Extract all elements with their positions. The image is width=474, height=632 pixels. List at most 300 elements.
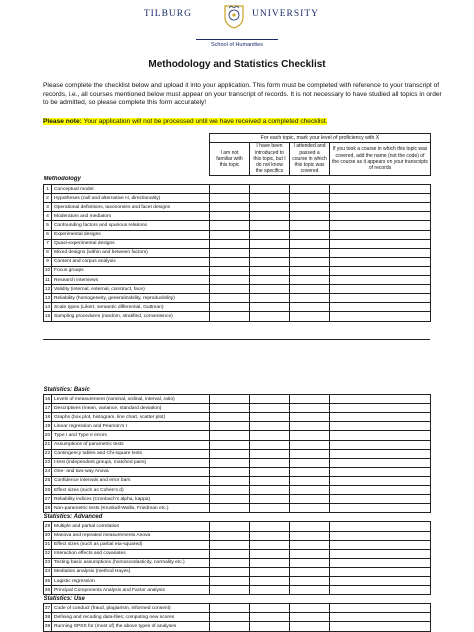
not-familiar-cell[interactable] bbox=[210, 540, 250, 549]
column-header-row bbox=[44, 143, 431, 176]
not-familiar-cell[interactable] bbox=[210, 276, 250, 285]
item-topic: Confidence intervals and error bars bbox=[52, 476, 210, 485]
header-spacer-2 bbox=[44, 143, 210, 176]
introduced-cell[interactable] bbox=[250, 558, 290, 567]
course-name-cell[interactable] bbox=[330, 312, 431, 321]
item-topic: Moderators and mediators bbox=[52, 212, 210, 221]
not-familiar-cell[interactable] bbox=[210, 221, 250, 230]
item-topic: Focus groups bbox=[52, 266, 210, 275]
item-number: 37 bbox=[44, 604, 52, 613]
not-familiar-cell[interactable] bbox=[210, 449, 250, 458]
checklist-row bbox=[44, 395, 431, 404]
item-topic: Descriptives (mean, variance, standard deviation) bbox=[52, 404, 210, 413]
not-familiar-cell[interactable] bbox=[210, 285, 250, 294]
checklist-row bbox=[44, 185, 431, 194]
university-seal-icon bbox=[222, 3, 246, 29]
not-familiar-cell[interactable] bbox=[210, 522, 250, 531]
not-familiar-cell[interactable] bbox=[210, 212, 250, 221]
not-familiar-cell[interactable] bbox=[210, 576, 250, 585]
item-topic: Mediation analysis (method Hayes) bbox=[52, 567, 210, 576]
not-familiar-cell[interactable] bbox=[210, 239, 250, 248]
checklist-row bbox=[44, 467, 431, 476]
checklist-row bbox=[44, 276, 431, 285]
passed-course-cell[interactable] bbox=[290, 622, 330, 631]
item-number: 11 bbox=[44, 276, 52, 285]
not-familiar-cell[interactable] bbox=[210, 476, 250, 485]
item-number: 15 bbox=[44, 312, 52, 321]
item-topic: Interaction effects and covariates bbox=[52, 549, 210, 558]
passed-course-cell[interactable] bbox=[290, 248, 330, 257]
course-name-cell[interactable] bbox=[330, 522, 431, 531]
intro-paragraph: Please complete the checklist below and upload it into your application. This form must be completed with reference to your transcript of records, i.e., all courses mentioned below must appear on your transcript of records. It is not necessary to have studied all topics in order to be admitted, so please complete this form accurately! bbox=[43, 82, 442, 107]
course-name-cell[interactable] bbox=[330, 576, 431, 585]
item-topic: Reliability (homogeneity, generalizability, reproducibility) bbox=[52, 294, 210, 303]
not-familiar-cell[interactable] bbox=[210, 422, 250, 431]
checklist-row bbox=[44, 285, 431, 294]
item-number: 26 bbox=[44, 486, 52, 495]
introduced-cell[interactable] bbox=[250, 576, 290, 585]
course-name-cell[interactable] bbox=[330, 194, 431, 203]
passed-course-cell[interactable] bbox=[290, 567, 330, 576]
course-name-cell[interactable] bbox=[330, 476, 431, 485]
section-spacer bbox=[250, 176, 290, 185]
checklist-row bbox=[44, 312, 431, 321]
checklist-row bbox=[44, 622, 431, 631]
passed-course-cell[interactable] bbox=[290, 395, 330, 404]
passed-course-cell[interactable] bbox=[290, 467, 330, 476]
checklist-row bbox=[44, 239, 431, 248]
checklist-row bbox=[44, 212, 431, 221]
item-number: 24 bbox=[44, 467, 52, 476]
passed-course-cell[interactable] bbox=[290, 604, 330, 613]
item-number: 28 bbox=[44, 504, 52, 513]
item-topic: Running SPSS for (most of) the above types of analyses bbox=[52, 622, 210, 631]
item-number: 2 bbox=[44, 194, 52, 203]
course-name-cell[interactable] bbox=[330, 230, 431, 239]
item-number: 17 bbox=[44, 404, 52, 413]
introduced-cell[interactable] bbox=[250, 467, 290, 476]
checklist-row bbox=[44, 531, 431, 540]
item-topic: Multiple and partial correlation bbox=[52, 522, 210, 531]
item-topic: Logistic regression bbox=[52, 576, 210, 585]
introduced-cell[interactable] bbox=[250, 440, 290, 449]
introduced-cell[interactable] bbox=[250, 221, 290, 230]
item-number: 25 bbox=[44, 476, 52, 485]
item-topic: Principal Components Analysis and Factor analysis bbox=[52, 586, 210, 595]
passed-course-cell[interactable] bbox=[290, 558, 330, 567]
passed-course-cell[interactable] bbox=[290, 194, 330, 203]
note-highlight bbox=[43, 118, 327, 125]
item-topic: Quasi-experimental designs bbox=[52, 239, 210, 248]
item-topic: Type I and Type II errors bbox=[52, 431, 210, 440]
not-familiar-cell[interactable] bbox=[210, 504, 250, 513]
item-number: 38 bbox=[44, 613, 52, 622]
section-row bbox=[44, 386, 431, 395]
logo-text-left: TILBURG bbox=[143, 9, 192, 19]
checklist-row bbox=[44, 194, 431, 203]
not-familiar-cell[interactable] bbox=[210, 303, 250, 312]
introduced-cell[interactable] bbox=[250, 504, 290, 513]
passed-course-cell[interactable] bbox=[290, 266, 330, 275]
item-number: 13 bbox=[44, 294, 52, 303]
checklist-row bbox=[44, 303, 431, 312]
course-name-cell[interactable] bbox=[330, 495, 431, 504]
column-passed-course: I attended and passed a course in which this topic was covered bbox=[290, 143, 330, 176]
item-number: 36 bbox=[44, 586, 52, 595]
introduced-cell[interactable] bbox=[250, 194, 290, 203]
item-number: 33 bbox=[44, 558, 52, 567]
statistics-table bbox=[43, 386, 431, 632]
passed-course-cell[interactable] bbox=[290, 422, 330, 431]
checklist-row bbox=[44, 266, 431, 275]
item-topic: Conceptual model bbox=[52, 185, 210, 194]
passed-course-cell[interactable] bbox=[290, 504, 330, 513]
item-number: 14 bbox=[44, 303, 52, 312]
item-topic: Experimental designs bbox=[52, 230, 210, 239]
course-name-cell[interactable] bbox=[330, 613, 431, 622]
item-topic: Levels of measurement (nominal, ordinal, interval, ratio) bbox=[52, 395, 210, 404]
introduced-cell[interactable] bbox=[250, 567, 290, 576]
introduced-cell[interactable] bbox=[250, 549, 290, 558]
introduced-cell[interactable] bbox=[250, 540, 290, 549]
course-name-cell[interactable] bbox=[330, 504, 431, 513]
note-label: Please note: bbox=[43, 118, 82, 125]
passed-course-cell[interactable] bbox=[290, 431, 330, 440]
item-topic: Non-parametric tests (Kruskall-Wallis, Friedman etc.) bbox=[52, 504, 210, 513]
introduced-cell[interactable] bbox=[250, 449, 290, 458]
item-topic: Testing basic assumptions (homoscedasticity, normality etc.) bbox=[52, 558, 210, 567]
item-number: 39 bbox=[44, 622, 52, 631]
passed-course-cell[interactable] bbox=[290, 522, 330, 531]
course-name-cell[interactable] bbox=[330, 212, 431, 221]
introduced-cell[interactable] bbox=[250, 486, 290, 495]
course-name-cell[interactable] bbox=[330, 221, 431, 230]
logo-text-right: UNIVERSITY bbox=[252, 9, 319, 19]
not-familiar-cell[interactable] bbox=[210, 604, 250, 613]
course-name-cell[interactable] bbox=[330, 440, 431, 449]
item-topic: Code of conduct (fraud, plagiarism, informed consent) bbox=[52, 604, 210, 613]
checklist-row bbox=[44, 294, 431, 303]
course-name-cell[interactable] bbox=[330, 395, 431, 404]
passed-course-cell[interactable] bbox=[290, 239, 330, 248]
checklist-row bbox=[44, 504, 431, 513]
passed-course-cell[interactable] bbox=[290, 230, 330, 239]
checklist-row bbox=[44, 440, 431, 449]
item-topic: t-test (independent groups, matched pairs) bbox=[52, 458, 210, 467]
passed-course-cell[interactable] bbox=[290, 531, 330, 540]
proficiency-header-row bbox=[44, 134, 431, 143]
course-name-cell[interactable] bbox=[330, 422, 431, 431]
passed-course-cell[interactable] bbox=[290, 303, 330, 312]
item-number: 29 bbox=[44, 522, 52, 531]
not-familiar-cell[interactable] bbox=[210, 431, 250, 440]
checklist-row bbox=[44, 449, 431, 458]
introduced-cell[interactable] bbox=[250, 613, 290, 622]
introduced-cell[interactable] bbox=[250, 522, 290, 531]
item-number: 9 bbox=[44, 257, 52, 266]
section-row bbox=[44, 595, 431, 604]
item-topic: Graphs (box plot, histogram, line chart, scatter plot) bbox=[52, 413, 210, 422]
introduced-cell[interactable] bbox=[250, 266, 290, 275]
checklist-row bbox=[44, 257, 431, 266]
section-row bbox=[44, 513, 431, 522]
checklist-row bbox=[44, 486, 431, 495]
introduced-cell[interactable] bbox=[250, 248, 290, 257]
not-familiar-cell[interactable] bbox=[210, 294, 250, 303]
item-topic: Defining and recoding data-files; computing new scores bbox=[52, 613, 210, 622]
course-name-cell[interactable] bbox=[330, 486, 431, 495]
course-name-cell[interactable] bbox=[330, 604, 431, 613]
course-name-cell[interactable] bbox=[330, 239, 431, 248]
passed-course-cell[interactable] bbox=[290, 449, 330, 458]
item-topic: Effect sizes (such as partial eta-squared) bbox=[52, 540, 210, 549]
header-spacer bbox=[44, 134, 210, 143]
item-topic: Operational definitions, taxonomies and facet designs bbox=[52, 203, 210, 212]
passed-course-cell[interactable] bbox=[290, 413, 330, 422]
introduced-cell[interactable] bbox=[250, 285, 290, 294]
not-familiar-cell[interactable] bbox=[210, 622, 250, 631]
not-familiar-cell[interactable] bbox=[210, 413, 250, 422]
item-number: 10 bbox=[44, 266, 52, 275]
checklist-row bbox=[44, 586, 431, 595]
checklist-row bbox=[44, 567, 431, 576]
introduced-cell[interactable] bbox=[250, 239, 290, 248]
introduced-cell[interactable] bbox=[250, 495, 290, 504]
item-number: 31 bbox=[44, 540, 52, 549]
not-familiar-cell[interactable] bbox=[210, 404, 250, 413]
passed-course-cell[interactable] bbox=[290, 540, 330, 549]
item-number: 7 bbox=[44, 239, 52, 248]
not-familiar-cell[interactable] bbox=[210, 230, 250, 239]
checklist-row bbox=[44, 522, 431, 531]
course-name-cell[interactable] bbox=[330, 449, 431, 458]
course-name-cell[interactable] bbox=[330, 549, 431, 558]
passed-course-cell[interactable] bbox=[290, 576, 330, 585]
course-name-cell[interactable] bbox=[330, 558, 431, 567]
checklist-row bbox=[44, 476, 431, 485]
introduced-cell[interactable] bbox=[250, 395, 290, 404]
course-name-cell[interactable] bbox=[330, 458, 431, 467]
not-familiar-cell[interactable] bbox=[210, 266, 250, 275]
passed-course-cell[interactable] bbox=[290, 221, 330, 230]
passed-course-cell[interactable] bbox=[290, 549, 330, 558]
item-topic: Confounding factors and spurious relations bbox=[52, 221, 210, 230]
item-topic: Manova and repeated measurements Anova bbox=[52, 531, 210, 540]
item-number: 27 bbox=[44, 495, 52, 504]
item-number: 1 bbox=[44, 185, 52, 194]
checklist-row bbox=[44, 404, 431, 413]
item-topic: Contingency tables and Chi-square tests bbox=[52, 449, 210, 458]
passed-course-cell[interactable] bbox=[290, 613, 330, 622]
passed-course-cell[interactable] bbox=[290, 312, 330, 321]
item-number: 12 bbox=[44, 285, 52, 294]
column-course-name: If you took a course in which this topic was covered, add the name (not the code) of the course as it appears on your transcripts of records bbox=[330, 143, 431, 176]
checklist-row bbox=[44, 558, 431, 567]
course-name-cell[interactable] bbox=[330, 540, 431, 549]
course-name-cell[interactable] bbox=[330, 467, 431, 476]
methodology-table bbox=[43, 133, 431, 322]
course-name-cell[interactable] bbox=[330, 431, 431, 440]
not-familiar-cell[interactable] bbox=[210, 486, 250, 495]
not-familiar-cell[interactable] bbox=[210, 248, 250, 257]
course-name-cell[interactable] bbox=[330, 203, 431, 212]
passed-course-cell[interactable] bbox=[290, 458, 330, 467]
not-familiar-cell[interactable] bbox=[210, 549, 250, 558]
item-topic: Effect sizes (such as Cohen's d) bbox=[52, 486, 210, 495]
course-name-cell[interactable] bbox=[330, 266, 431, 275]
item-number: 22 bbox=[44, 449, 52, 458]
introduced-cell[interactable] bbox=[250, 431, 290, 440]
item-number: 16 bbox=[44, 395, 52, 404]
passed-course-cell[interactable] bbox=[290, 257, 330, 266]
checklist-row bbox=[44, 431, 431, 440]
not-familiar-cell[interactable] bbox=[210, 440, 250, 449]
section-title-advanced: Statistics: Advanced bbox=[44, 513, 431, 522]
course-name-cell[interactable] bbox=[330, 303, 431, 312]
checklist-row bbox=[44, 613, 431, 622]
passed-course-cell[interactable] bbox=[290, 285, 330, 294]
logo-divider bbox=[196, 39, 278, 40]
introduced-cell[interactable] bbox=[250, 303, 290, 312]
school-name: School of Humanities bbox=[211, 42, 263, 48]
introduced-cell[interactable] bbox=[250, 276, 290, 285]
checklist-row bbox=[44, 540, 431, 549]
passed-course-cell[interactable] bbox=[290, 476, 330, 485]
checklist-row bbox=[44, 576, 431, 585]
item-topic: Research interviews bbox=[52, 276, 210, 285]
not-familiar-cell[interactable] bbox=[210, 586, 250, 595]
course-name-cell[interactable] bbox=[330, 531, 431, 540]
section-title-methodology: Methodology bbox=[43, 176, 81, 183]
section-title-use: Statistics: Use bbox=[44, 595, 431, 604]
item-number: 3 bbox=[44, 203, 52, 212]
item-topic: Scale types (Likert, semantic differential, Guttman) bbox=[52, 303, 210, 312]
item-topic: Content and corpus analysis bbox=[52, 257, 210, 266]
not-familiar-cell[interactable] bbox=[210, 458, 250, 467]
item-topic: Reliability indices (Cronbach's alpha, kappa) bbox=[52, 495, 210, 504]
introduced-cell[interactable] bbox=[250, 531, 290, 540]
course-name-cell[interactable] bbox=[330, 586, 431, 595]
course-name-cell[interactable] bbox=[330, 285, 431, 294]
not-familiar-cell[interactable] bbox=[210, 613, 250, 622]
passed-course-cell[interactable] bbox=[290, 495, 330, 504]
item-number: 6 bbox=[44, 230, 52, 239]
item-number: 5 bbox=[44, 221, 52, 230]
introduced-cell[interactable] bbox=[250, 294, 290, 303]
introduced-cell[interactable] bbox=[250, 622, 290, 631]
section-title-basic: Statistics: Basic bbox=[44, 386, 431, 395]
introduced-cell[interactable] bbox=[250, 230, 290, 239]
introduced-cell[interactable] bbox=[250, 586, 290, 595]
not-familiar-cell[interactable] bbox=[210, 467, 250, 476]
introduced-cell[interactable] bbox=[250, 257, 290, 266]
passed-course-cell[interactable] bbox=[290, 440, 330, 449]
item-number: 8 bbox=[44, 248, 52, 257]
not-familiar-cell[interactable] bbox=[210, 312, 250, 321]
introduced-cell[interactable] bbox=[250, 604, 290, 613]
column-not-familiar: I am not familiar with this topic bbox=[210, 143, 250, 176]
passed-course-cell[interactable] bbox=[290, 294, 330, 303]
passed-course-cell[interactable] bbox=[290, 212, 330, 221]
course-name-cell[interactable] bbox=[330, 567, 431, 576]
note-text: Your application will not be processed until we have received a completed checklist. bbox=[81, 118, 328, 125]
passed-course-cell[interactable] bbox=[290, 185, 330, 194]
section-spacer bbox=[330, 176, 431, 185]
passed-course-cell[interactable] bbox=[290, 486, 330, 495]
checklist-row bbox=[44, 549, 431, 558]
introduced-cell[interactable] bbox=[250, 404, 290, 413]
passed-course-cell[interactable] bbox=[290, 586, 330, 595]
column-introduced: I have been introduced to this topic, but I do not know the specifics bbox=[250, 143, 290, 176]
item-number: 23 bbox=[44, 458, 52, 467]
item-number: 34 bbox=[44, 567, 52, 576]
checklist-row bbox=[44, 248, 431, 257]
not-familiar-cell[interactable] bbox=[210, 257, 250, 266]
introduced-cell[interactable] bbox=[250, 185, 290, 194]
item-number: 19 bbox=[44, 422, 52, 431]
item-number: 30 bbox=[44, 531, 52, 540]
introduced-cell[interactable] bbox=[250, 413, 290, 422]
note-line bbox=[43, 118, 327, 125]
university-logo bbox=[0, 2, 474, 50]
methodology-rows bbox=[44, 176, 431, 322]
item-topic: Mixed designs (within and between factors) bbox=[52, 248, 210, 257]
section-divider bbox=[43, 339, 430, 340]
course-name-cell[interactable] bbox=[330, 276, 431, 285]
passed-course-cell[interactable] bbox=[290, 404, 330, 413]
introduced-cell[interactable] bbox=[250, 312, 290, 321]
item-topic: Sampling procedures (random, stratified, convenience) bbox=[52, 312, 210, 321]
passed-course-cell[interactable] bbox=[290, 203, 330, 212]
course-name-cell[interactable] bbox=[330, 413, 431, 422]
item-number: 32 bbox=[44, 549, 52, 558]
checklist-row bbox=[44, 221, 431, 230]
checklist-row bbox=[44, 230, 431, 239]
introduced-cell[interactable] bbox=[250, 476, 290, 485]
checklist-row bbox=[44, 495, 431, 504]
introduced-cell[interactable] bbox=[250, 458, 290, 467]
not-familiar-cell[interactable] bbox=[210, 185, 250, 194]
checklist-row bbox=[44, 458, 431, 467]
not-familiar-cell[interactable] bbox=[210, 194, 250, 203]
checklist-row bbox=[44, 203, 431, 212]
item-number: 21 bbox=[44, 440, 52, 449]
checklist-row bbox=[44, 413, 431, 422]
not-familiar-cell[interactable] bbox=[210, 495, 250, 504]
section-spacer bbox=[210, 176, 250, 185]
course-name-cell[interactable] bbox=[330, 404, 431, 413]
item-number: 20 bbox=[44, 431, 52, 440]
course-name-cell[interactable] bbox=[330, 294, 431, 303]
document-title: Methodology and Statistics Checklist bbox=[148, 59, 326, 70]
checklist-row bbox=[44, 422, 431, 431]
introduced-cell[interactable] bbox=[250, 203, 290, 212]
item-number: 18 bbox=[44, 413, 52, 422]
course-name-cell[interactable] bbox=[330, 248, 431, 257]
not-familiar-cell[interactable] bbox=[210, 531, 250, 540]
introduced-cell[interactable] bbox=[250, 212, 290, 221]
course-name-cell[interactable] bbox=[330, 622, 431, 631]
not-familiar-cell[interactable] bbox=[210, 567, 250, 576]
not-familiar-cell[interactable] bbox=[210, 395, 250, 404]
introduced-cell[interactable] bbox=[250, 422, 290, 431]
not-familiar-cell[interactable] bbox=[210, 558, 250, 567]
item-topic: Hypotheses (null and alternative H, directionality) bbox=[52, 194, 210, 203]
course-name-cell[interactable] bbox=[330, 257, 431, 266]
passed-course-cell[interactable] bbox=[290, 276, 330, 285]
course-name-cell[interactable] bbox=[330, 185, 431, 194]
not-familiar-cell[interactable] bbox=[210, 203, 250, 212]
